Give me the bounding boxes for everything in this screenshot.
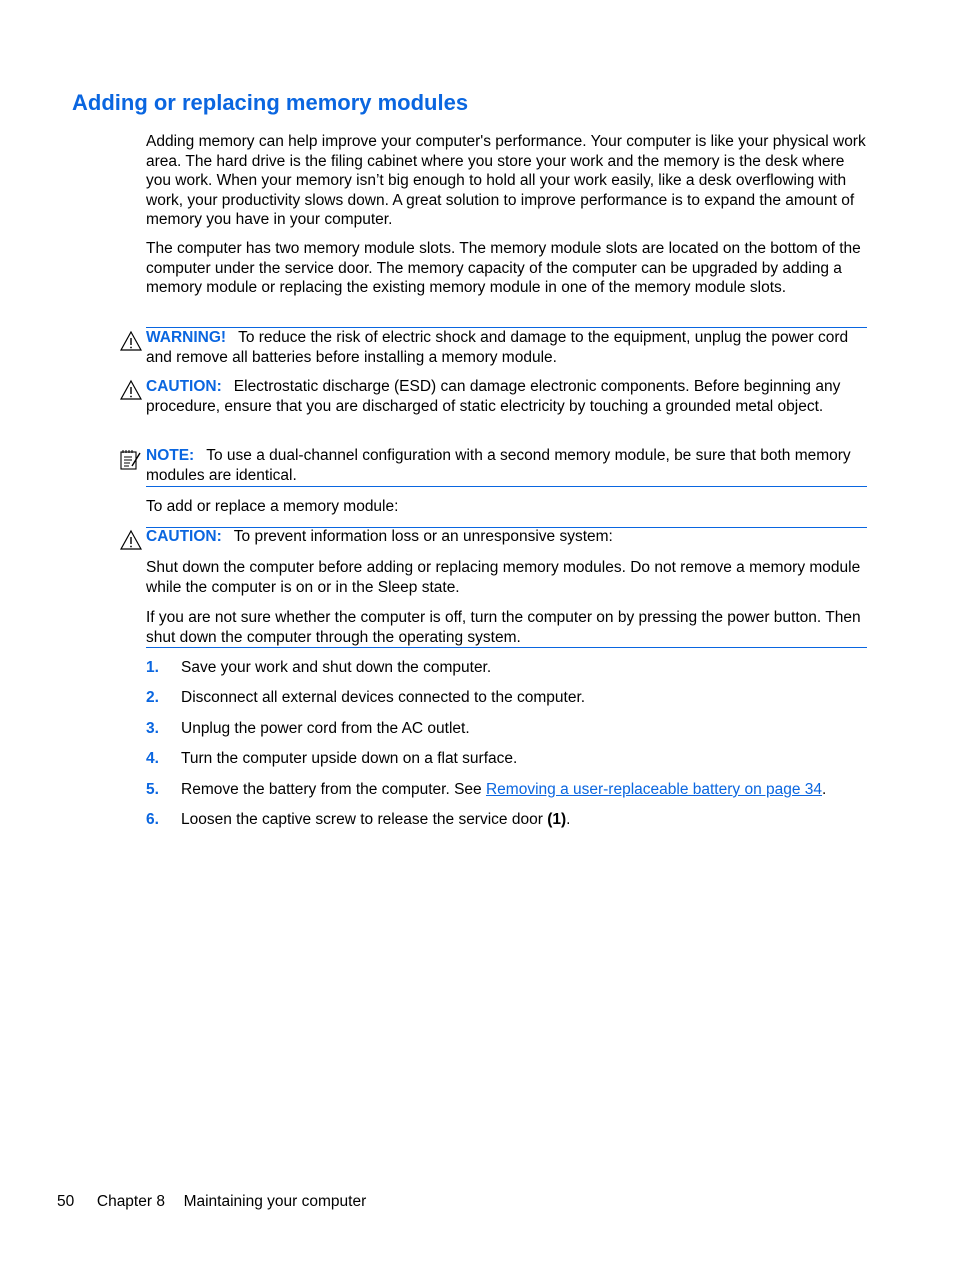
warning-label: WARNING! — [146, 329, 227, 346]
step-text: Disconnect all external devices connected to the computer. — [181, 689, 586, 706]
callout-number: (1) — [547, 811, 567, 828]
warning-text: To reduce the risk of electric shock and damage to the equipment, unplug the power cord and remove all batteries before installing a memory module. — [146, 329, 849, 366]
caution-paragraph-2: If you are not sure whether the computer is off, turn the computer on by pressing the power button. Then shut down the computer through the operating system. — [146, 609, 861, 646]
note-label: NOTE: — [146, 447, 195, 464]
page-footer — [57, 1192, 366, 1212]
step-text: Unplug the power cord from the AC outlet. — [181, 720, 470, 737]
step-text-end: . — [566, 811, 571, 828]
caution-notice-esd — [146, 377, 866, 416]
caution-notice-shutdown — [146, 527, 866, 547]
lead-in-text: To add or replace a memory module: — [146, 498, 399, 515]
caution-label: CAUTION: — [146, 378, 222, 395]
page-number: 50 — [57, 1193, 75, 1210]
step-number: 5. — [146, 781, 159, 798]
step-number: 2. — [146, 689, 159, 706]
intro-paragraph-1: Adding memory can help improve your computer's performance. Your computer is like your physical work area. The hard drive is the filing cabinet where you store your work and the memory is the desk where you work. When your memory isn’t big enough to hold all your work easily, like a desk overflowing with work, your productivity slows down. A great solution to improve performance is to expand the amount of memory you have in your computer. — [146, 133, 866, 228]
warning-notice — [146, 328, 866, 367]
note-text: To use a dual-channel configuration with a second memory module, be sure that both memory modules are identical. — [146, 447, 851, 484]
step-number: 4. — [146, 750, 159, 767]
step-number: 6. — [146, 811, 159, 828]
warning-triangle-icon — [120, 330, 142, 352]
note-bottom-rule — [146, 486, 867, 487]
step-text: Turn the computer upside down on a flat surface. — [181, 750, 518, 767]
step-text: Loosen the captive screw to release the service door — [181, 811, 548, 828]
note-pad-icon — [119, 449, 141, 471]
battery-page-link[interactable]: Removing a user-replaceable battery on page 34 — [485, 781, 823, 798]
chapter-title: Maintaining your computer — [183, 1193, 367, 1210]
caution-triangle-icon — [120, 529, 142, 551]
step-number: 3. — [146, 720, 159, 737]
caution-text: Electrostatic discharge (ESD) can damage electronic components. Before beginning any procedure, ensure that you are discharged of static electricity by touching a grounded metal object. — [146, 378, 841, 415]
step-text: Remove the battery from the computer. See — [181, 781, 486, 798]
caution-label: CAUTION: — [146, 528, 222, 545]
caution-paragraph-1: Shut down the computer before adding or replacing memory modules. Do not remove a memory module while the computer is on or in the Sleep state. — [146, 559, 861, 596]
intro-paragraph-2: The computer has two memory module slots. The memory module slots are located on the bottom of the computer under the service door. The memory capacity of the computer can be upgraded by adding a memory module or replacing the existing memory module in one of the memory module slots. — [146, 240, 861, 296]
chapter-label: Chapter 8 — [96, 1193, 165, 1210]
step-number: 1. — [146, 659, 159, 676]
step-text: Save your work and shut down the computer. — [181, 659, 492, 676]
step-text-end: . — [822, 781, 827, 798]
page-heading: Adding or replacing memory modules — [72, 90, 469, 115]
caution-triangle-icon — [120, 379, 142, 401]
note-notice — [146, 446, 866, 485]
caution2-bottom-rule — [146, 647, 867, 648]
caution-text: To prevent information loss or an unresponsive system: — [233, 528, 613, 545]
